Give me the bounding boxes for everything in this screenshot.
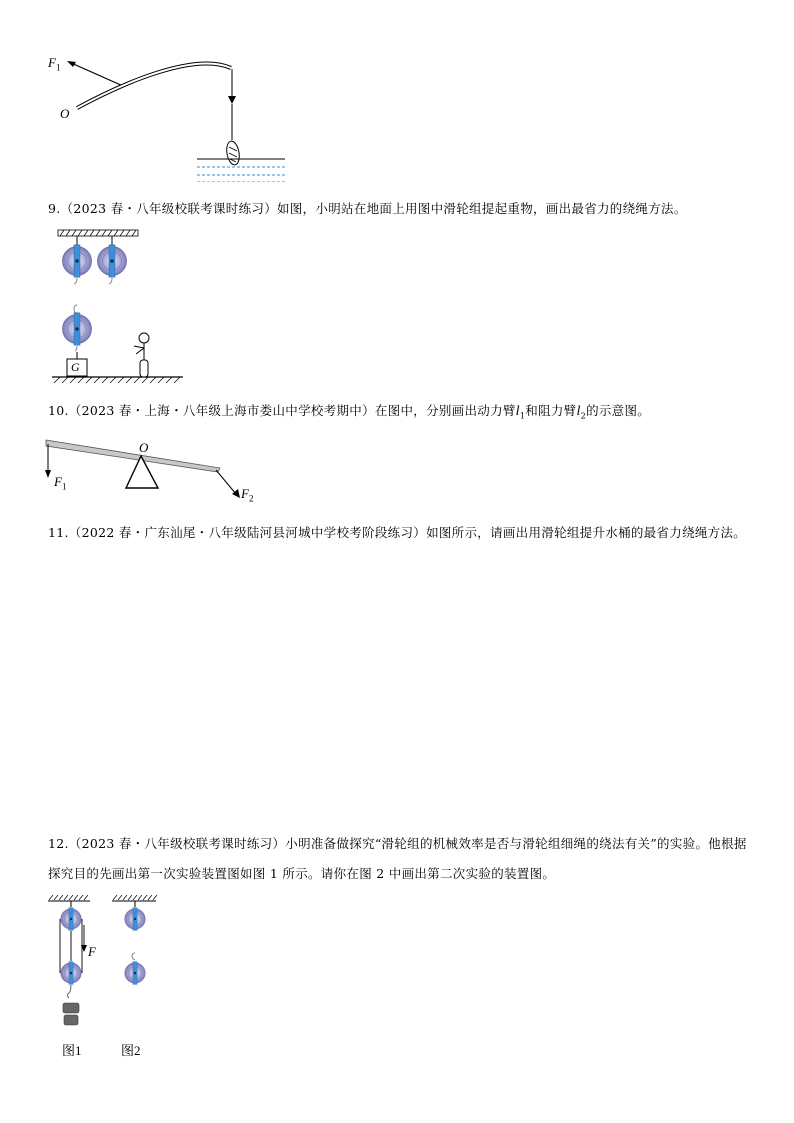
fixed-pulley [61, 908, 81, 931]
figure-2-caption: 图2 [121, 1043, 141, 1058]
fish-icon [225, 140, 241, 166]
lever-bar [46, 440, 220, 472]
question-12-text: 12.（2023 春・八年级校联考课时练习）小明准备做探究“滑轮组的机械效率是否与滑轮组细绳的绕法有关”的实验。他根据探究目的先画出第一次实验装置图如图 1 所示。请你在图 2 中画出第二次实验的装置图。 [48, 836, 747, 881]
arrow-head [67, 61, 76, 67]
figure-1-caption: 图1 [62, 1043, 82, 1058]
label-f1: $F_1$ [48, 55, 61, 73]
movable-pulley [61, 962, 81, 985]
fixed-pulley-right [98, 245, 127, 277]
fixed-pulley-left [63, 245, 92, 277]
label-o: O [60, 106, 70, 121]
fixed-pulley [125, 908, 145, 931]
label-f1-lever: $F_1$ [54, 474, 67, 492]
question-10-text: 10.（2023 春・上海・八年级上海市娄山中学校考期中）在图中，分别画出动力臂$l_1$和阻力臂$l_2$的示意图。 [48, 403, 651, 421]
person-icon [134, 333, 149, 377]
pulley-figure-1 [42, 895, 112, 1035]
weights-icon [63, 1003, 79, 1025]
pulley-figure-2 [106, 895, 166, 1005]
pulley-system-figure-q9 [48, 228, 193, 388]
label-g: G [71, 360, 80, 374]
force-f2-arrow [216, 470, 236, 494]
force-f1-arrow [69, 62, 123, 86]
label-o-lever: O [139, 440, 149, 455]
question-11-text: 11.（2022 春・广东汕尾・八年级陆河县河城中学校考阶段练习）如图所示，请画出用滑轮组提升水桶的最省力绕绳方法。 [48, 525, 747, 540]
label-f2-lever: $F_2$ [241, 486, 254, 504]
fishing-rod-figure [45, 52, 305, 182]
movable-pulley [125, 962, 145, 985]
movable-pulley [63, 313, 92, 345]
fishing-rod [77, 64, 231, 108]
label-f-fig1: F [88, 944, 96, 959]
question-9-text: 9.（2023 春・八年级校联考课时练习）如图，小明站在地面上用图中滑轮组提起重物，画出最省力的绕绳方法。 [48, 201, 687, 216]
